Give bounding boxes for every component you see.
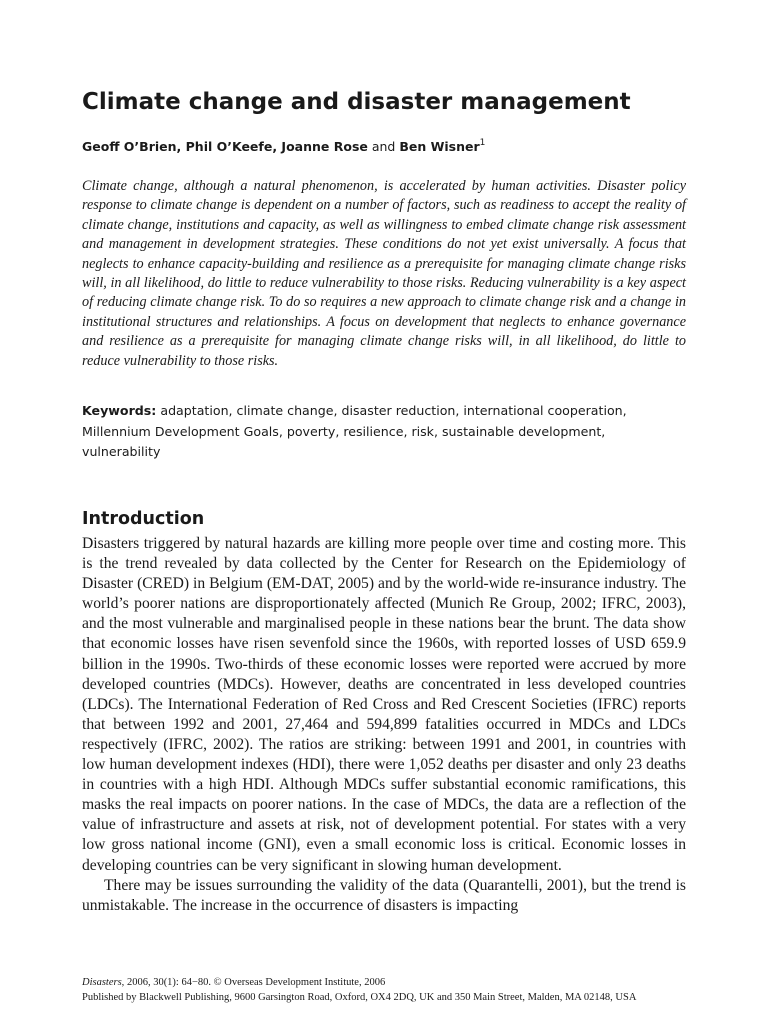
keywords-list: adaptation, climate change, disaster reduction, international cooperation, Millennium Development Goals, poverty, resilience, risk, sustainable development, vulnerability [82, 403, 627, 459]
body-paragraph: There may be issues surrounding the validity of the data (Quarantelli, 2001), but the trend is unmistakable. The increase in the occurrence of disasters is impacting [82, 876, 686, 914]
keywords-label: Keywords: [82, 403, 157, 418]
author-name-last: Ben Wisner [399, 139, 480, 154]
author-list [82, 138, 686, 156]
section-heading-introduction: Introduction [82, 509, 205, 529]
keywords [82, 401, 686, 463]
article-title: Climate change and disaster management [82, 89, 631, 115]
page-footer [82, 975, 686, 1005]
article-page [82, 0, 686, 1024]
introduction-body [82, 534, 686, 916]
footer-citation [82, 975, 686, 990]
footer-publisher: Published by Blackwell Publishing, 9600 Garsington Road, Oxford, OX4 2DQ, UK and 350 Main Street, Malden, MA 02148, USA [82, 992, 637, 1003]
abstract: Climate change, although a natural phenomenon, is accelerated by human activities. Disaster policy response to climate change is dependent on a number of factors, such as readiness to accept the reality of climate change, institutions and capacity, as well as willingness to embed climate change risk assessment and management in development strategies. These conditions do not yet exist universally. A focus that neglects to enhance capacity-building and resilience as a prerequisite for managing climate change risks will, in all likelihood, do little to reduce vulnerability to those risks. Reducing vulnerability is a key aspect of reducing climate change risk. To do so requires a new approach to climate change risk and a change in institutional structures and relationships. A focus on development that neglects to enhance governance and resilience as a prerequisite for managing climate change risks will, in all likelihood, do little to reduce vulnerability to those risks. [82, 178, 686, 369]
footer-journal-name: Disasters, [82, 977, 125, 988]
footer-citation-details: 2006, 30(1): 64−80. © Overseas Development Institute, 2006 [124, 977, 386, 988]
body-paragraph: Disasters triggered by natural hazards are killing more people over time and costing more. This is the trend revealed by data collected by the Center for Research on the Epidemiology of Disaster (CRED) in Belgium (EM-DAT, 2005) and by the world-wide re-insurance industry. The world’s poorer nations are disproportionately affected (Munich Re Group, 2002; IFRC, 2003), and the most vulnerable and marginalised people in these nations bear the brunt. The data show that economic losses have risen sevenfold since the 1960s, with reported losses of USD 659.9 billion in the 1990s. Two-thirds of these economic losses were reported were accrued by more developed countries (MDCs). However, deaths are concentrated in less developed countries (LDCs). The International Federation of Red Cross and Red Crescent Societies (IFRC) reports that between 1992 and 2001, 27,464 and 594,899 fatalities occurred in MDCs and LDCs respectively (IFRC, 2002). The ratios are striking: between 1991 and 2001, in countries with low human development indexes (HDI), there were 1,052 deaths per disaster and only 23 deaths in countries with a high HDI. Although MDCs suffer substantial economic ramifications, this masks the real impacts on poorer nations. In the case of MDCs, the data are a reflection of the value of infrastructure and assets at risk, not of development potential. For states with a very low gross national income (GNI), even a small economic loss is critical. Economic losses in developing countries can be very significant in slowing human development. [82, 535, 686, 874]
author-conjunction: and [367, 139, 400, 154]
author-footnote-mark: 1 [479, 138, 486, 148]
author-names-primary: Geoff O’Brien, Phil O’Keefe, Joanne Rose [82, 139, 368, 154]
